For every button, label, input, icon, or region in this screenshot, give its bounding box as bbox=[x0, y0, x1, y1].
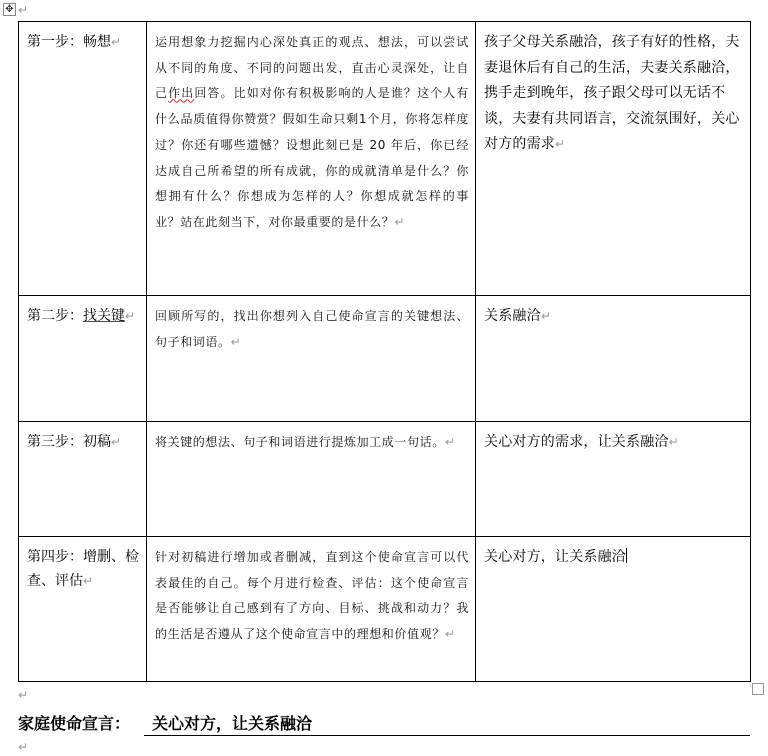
step-desc: 回顾所写的，找出你想列入自己使命宣言的关键想法、句子和词语。 bbox=[155, 309, 469, 349]
paragraph-mark-icon: ↵ bbox=[444, 435, 456, 449]
paragraph-mark-icon: ↵ bbox=[555, 137, 566, 152]
step-answer-cell[interactable] bbox=[476, 22, 751, 296]
table-row bbox=[19, 22, 751, 296]
step-desc-cell[interactable] bbox=[147, 22, 476, 296]
step-desc: 将关键的想法、句子和词语进行提炼加工成一句话。 bbox=[155, 435, 445, 449]
table-move-handle-icon[interactable]: ✥ bbox=[3, 3, 16, 16]
step-desc: 运用想象力挖掘内心深处真正的观点、想法，可以尝试从不同的角度、不同的问题出发，直击心灵深处，让自己 bbox=[155, 35, 469, 101]
step-answer: 关心对方，让关系融洽 bbox=[484, 549, 626, 565]
step-label: 第一步：畅想 bbox=[27, 34, 111, 50]
paragraph-mark-icon: ↵ bbox=[18, 688, 29, 702]
steps-table bbox=[18, 21, 751, 682]
step-answer: 关系融洽 bbox=[484, 308, 541, 324]
step-label-cell[interactable] bbox=[19, 22, 147, 296]
mission-value[interactable]: 关心对方，让关系融洽 bbox=[144, 712, 750, 736]
paragraph-mark-icon: ↵ bbox=[111, 35, 122, 49]
table-row bbox=[19, 296, 751, 422]
step-desc: 针对初稿进行增加或者删减，直到这个使命宣言可以代表最佳的自己。每个月进行检查、评估：这个使命宣言是否能够让自己感到有了方向、目标、挑战和动力？我的生活是否遵从了这个使命宣言中的理想和价值观？ bbox=[155, 550, 469, 642]
step-label-cell[interactable] bbox=[19, 422, 147, 537]
step-answer: 关心对方的需求，让关系融洽 bbox=[484, 434, 669, 450]
paragraph-mark-icon: ↵ bbox=[83, 574, 94, 588]
step-answer: 孩子父母关系融洽，孩子有好的性格，夫妻退休后有自己的生活，夫妻关系融洽，携手走到晚年，孩子跟父母可以无话不谈，夫妻有共同语言，交流氛围好，关心对方的需求 bbox=[484, 34, 740, 153]
step-desc-continued: 回答。比如对你有积极影响的人是谁？这个人有什么品质值得你赞赏？假如生命只剩1个月，你将怎样度过？你还有哪些遗憾？设想此刻已是 20 年后，你已经达成自己所希望的所有成就，你的成就清单是什么？你想拥有什么？你想成为怎样的人？你想成就怎样的事业？站在此刻当下，对你最重要的是什么？ bbox=[155, 86, 469, 229]
step-label: 第三步：初稿 bbox=[27, 434, 111, 450]
step-label: 第四步：增删、检查、评估 bbox=[27, 549, 139, 589]
spelling-flag[interactable]: 作出 bbox=[168, 86, 195, 101]
step-label-cell[interactable] bbox=[19, 537, 147, 682]
paragraph-mark-icon: ↵ bbox=[18, 740, 29, 754]
mission-label: 家庭使命宣言： bbox=[18, 714, 131, 733]
paragraph-mark-icon: ↵ bbox=[540, 309, 552, 323]
step-answer-cell[interactable] bbox=[476, 422, 751, 537]
paragraph-mark-icon: ↵ bbox=[668, 435, 679, 449]
step-label-link[interactable]: 找关键 bbox=[83, 308, 125, 324]
step-label-cell[interactable] bbox=[19, 296, 147, 422]
step-answer-cell[interactable] bbox=[476, 296, 751, 422]
table-row bbox=[19, 422, 751, 537]
paragraph-mark-icon: ↵ bbox=[125, 309, 136, 323]
step-answer-cell[interactable] bbox=[476, 537, 751, 682]
paragraph-mark-icon: ↵ bbox=[394, 214, 406, 229]
text-cursor bbox=[626, 548, 627, 563]
paragraph-mark-icon: ↵ bbox=[18, 3, 29, 17]
mission-statement bbox=[18, 712, 750, 736]
table-row bbox=[19, 537, 751, 682]
paragraph-mark-icon: ↵ bbox=[111, 435, 122, 449]
step-label: 第二步： bbox=[27, 308, 83, 324]
step-desc-cell[interactable] bbox=[147, 422, 476, 537]
paragraph-mark-icon: ↵ bbox=[230, 334, 242, 349]
step-desc-cell[interactable] bbox=[147, 296, 476, 422]
table-resize-handle-icon[interactable] bbox=[752, 683, 764, 695]
paragraph-mark-icon: ↵ bbox=[444, 627, 456, 642]
step-desc-cell[interactable] bbox=[147, 537, 476, 682]
